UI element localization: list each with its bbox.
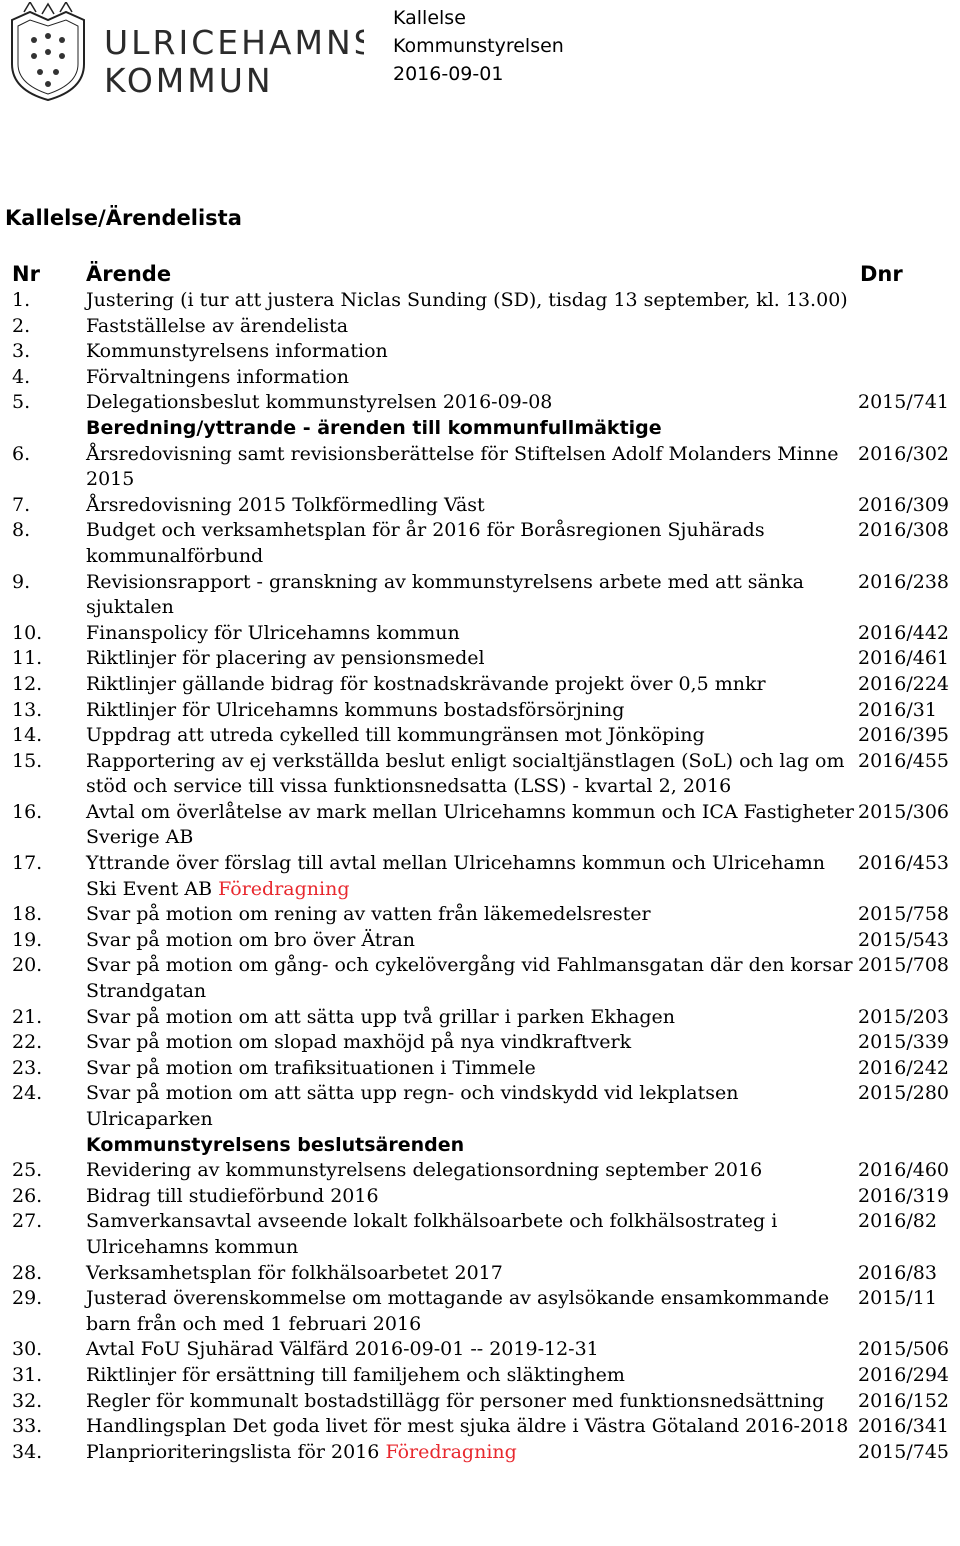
section-heading: Beredning/yttrande - ärenden till kommunfullmäktige	[86, 416, 662, 439]
presentation-note: Föredragning	[385, 1440, 517, 1463]
item-dnr: 2015/708	[858, 954, 950, 977]
column-header-nr: Nr	[12, 262, 40, 286]
item-dnr: 2015/11	[858, 1287, 937, 1310]
item-number: 12.	[12, 672, 43, 695]
item-dnr: 2015/741	[858, 391, 950, 414]
item-title: Svar på motion om att sätta upp två grillar i parken Ekhagen	[86, 1005, 676, 1028]
item-number: 24.	[12, 1082, 43, 1105]
item-dnr: 2016/309	[858, 493, 950, 516]
item-number: 10.	[12, 621, 43, 644]
agenda-item	[0, 646, 960, 672]
item-number: 3.	[12, 340, 31, 363]
item-number: 19.	[12, 928, 43, 951]
item-title: Kommunstyrelsens information	[86, 340, 388, 363]
agenda-item	[0, 1440, 960, 1466]
item-title: Regler för kommunalt bostadstillägg för personer med funktionsnedsättning	[86, 1389, 825, 1412]
agenda-item	[0, 442, 960, 493]
item-dnr: 2015/758	[858, 903, 950, 926]
item-number: 31.	[12, 1363, 43, 1386]
section-heading: Kommunstyrelsens beslutsärenden	[86, 1133, 465, 1156]
coat-of-arms-icon	[4, 2, 364, 102]
agenda-item	[0, 1209, 960, 1260]
agenda-item	[0, 902, 960, 928]
agenda-list	[0, 288, 960, 1465]
agenda-item	[0, 1363, 960, 1389]
agenda-item	[0, 1005, 960, 1031]
agenda-item	[0, 749, 960, 800]
item-title: Revisionsrapport - granskning av kommunstyrelsens arbete med att sänka sjuktalen	[86, 570, 804, 619]
agenda-item	[0, 570, 960, 621]
item-dnr	[858, 365, 960, 391]
item-title: Uppdrag att utreda cykelled till kommungränsen mot Jönköping	[86, 724, 705, 747]
item-dnr: 2016/83	[858, 1261, 937, 1284]
item-title: Förvaltningens information	[86, 365, 350, 388]
item-number: 23.	[12, 1056, 43, 1079]
agenda-item	[0, 1158, 960, 1184]
logo-line2: KOMMUN	[104, 61, 274, 100]
municipality-logo	[4, 2, 364, 102]
item-dnr: 2015/506	[858, 1338, 950, 1361]
agenda-item	[0, 518, 960, 569]
doc-type: Kallelse	[393, 7, 466, 29]
document-header	[393, 4, 564, 88]
presentation-note: Föredragning	[218, 877, 350, 900]
item-title: Riktlinjer för Ulricehamns kommuns bostadsförsörjning	[86, 698, 625, 721]
item-dnr: 2016/242	[858, 1056, 950, 1079]
agenda-item	[0, 1389, 960, 1415]
agenda-item	[0, 314, 960, 340]
item-number: 14.	[12, 724, 43, 747]
item-title: Svar på motion om bro över Ätran	[86, 928, 416, 951]
agenda-item	[0, 672, 960, 698]
item-number: 4.	[12, 365, 31, 388]
item-title: Svar på motion om trafiksituationen i Timmele	[86, 1056, 536, 1079]
agenda-item	[0, 953, 960, 1004]
item-dnr: 2016/453	[858, 852, 950, 875]
meeting-date: 2016-09-01	[393, 63, 504, 85]
item-title: Avtal om överlåtelse av mark mellan Ulricehamns kommun och ICA Fastigheter Sverige AB	[86, 800, 854, 849]
item-number: 16.	[12, 800, 43, 823]
item-title: Handlingsplan Det goda livet för mest sjuka äldre i Västra Götaland 2016-2018	[86, 1415, 849, 1438]
item-dnr: 2015/203	[858, 1005, 950, 1028]
item-dnr: 2016/308	[858, 519, 950, 542]
agenda-item	[0, 1030, 960, 1056]
item-dnr: 2015/543	[858, 928, 950, 951]
item-number: 32.	[12, 1389, 43, 1412]
item-dnr: 2016/294	[858, 1363, 950, 1386]
agenda-item	[0, 851, 960, 902]
item-number: 13.	[12, 698, 43, 721]
page-title: Kallelse/Ärendelista	[5, 206, 242, 230]
item-number: 21.	[12, 1005, 43, 1028]
item-dnr	[858, 314, 960, 340]
agenda-item	[0, 390, 960, 416]
item-dnr: 2016/461	[858, 647, 950, 670]
item-title: Avtal FoU Sjuhärad Välfärd 2016-09-01 -- 2019-12-31	[86, 1338, 599, 1361]
item-title: Fastställelse av ärendelista	[86, 314, 349, 337]
agenda-item	[0, 1184, 960, 1210]
item-dnr: 2016/442	[858, 621, 950, 644]
agenda-item	[0, 1286, 960, 1337]
item-number: 6.	[12, 442, 31, 465]
item-dnr: 2015/339	[858, 1031, 950, 1054]
agenda-item	[0, 288, 960, 314]
item-dnr: 2015/306	[858, 800, 950, 823]
agenda-item	[0, 800, 960, 851]
item-dnr	[858, 288, 960, 314]
item-number: 20.	[12, 954, 43, 977]
agenda-item	[0, 1414, 960, 1440]
item-title: Justering (i tur att justera Niclas Sunding (SD), tisdag 13 september, kl. 13.00)	[86, 289, 848, 311]
item-title: Årsredovisning samt revisionsberättelse för Stiftelsen Adolf Molanders Minne 2015	[86, 442, 839, 491]
item-dnr: 2016/82	[858, 1210, 937, 1233]
item-number: 28.	[12, 1261, 43, 1284]
agenda-item	[0, 698, 960, 724]
item-title: Yttrande över förslag till avtal mellan Ulricehamns kommun och Ulricehamn Ski Event AB Föredragning	[86, 852, 825, 900]
item-dnr: 2016/152	[858, 1389, 950, 1412]
item-number: 29.	[12, 1287, 43, 1310]
item-number: 7.	[12, 493, 31, 516]
item-title: Riktlinjer för ersättning till familjehem och släktinghem	[86, 1363, 625, 1386]
item-title: Bidrag till studieförbund 2016	[86, 1184, 379, 1207]
item-dnr	[858, 339, 960, 365]
agenda-item	[0, 339, 960, 365]
item-number: 30.	[12, 1338, 43, 1361]
agenda-item	[0, 365, 960, 391]
agenda-item	[0, 621, 960, 647]
item-number: 34.	[12, 1440, 43, 1463]
item-dnr: 2016/31	[858, 698, 937, 721]
item-number: 8.	[12, 519, 31, 542]
agenda-item	[0, 1056, 960, 1082]
item-number: 17.	[12, 852, 43, 875]
item-title: Delegationsbeslut kommunstyrelsen 2016-09-08	[86, 391, 553, 414]
item-title: Verksamhetsplan för folkhälsoarbetet 2017	[86, 1261, 503, 1284]
item-title: Budget och verksamhetsplan för år 2016 för Boråsregionen Sjuhärads kommunalförbund	[86, 519, 765, 567]
column-header-arende: Ärende	[86, 262, 172, 286]
item-dnr: 2016/319	[858, 1184, 950, 1207]
item-title: Justerad överenskommelse om mottagande av asylsökande ensamkommande barn från och med 1 februari 2016	[86, 1287, 830, 1335]
item-title: Årsredovisning 2015 Tolkförmedling Väst	[86, 493, 485, 516]
item-dnr: 2016/302	[858, 442, 950, 465]
item-title: Svar på motion om gång- och cykelövergång vid Fahlmansgatan där den korsar Strandgatan	[86, 954, 853, 1003]
item-number: 9.	[12, 570, 31, 593]
item-number: 22.	[12, 1031, 43, 1054]
item-title: Riktlinjer gällande bidrag för kostnadskrävande projekt över 0,5 mnkr	[86, 672, 766, 695]
item-number: 1.	[12, 289, 31, 311]
item-title: Svar på motion om att sätta upp regn- och vindskydd vid lekplatsen Ulricaparken	[86, 1082, 739, 1130]
agenda-item	[0, 1261, 960, 1287]
item-number: 15.	[12, 749, 43, 772]
item-dnr: 2015/745	[858, 1440, 950, 1463]
item-number: 27.	[12, 1210, 43, 1233]
agenda-item	[0, 928, 960, 954]
item-title: Riktlinjer för placering av pensionsmedel	[86, 647, 485, 670]
item-number: 33.	[12, 1415, 43, 1438]
item-number: 26.	[12, 1184, 43, 1207]
item-dnr: 2016/341	[858, 1415, 950, 1438]
item-title: Samverkansavtal avseende lokalt folkhälsoarbete och folkhälsostrateg i Ulricehamns kommun	[86, 1210, 778, 1258]
issuing-body: Kommunstyrelsen	[393, 35, 564, 57]
item-dnr: 2016/455	[858, 749, 950, 772]
logo-line1: ULRICEHAMNS	[104, 23, 364, 62]
item-dnr: 2015/280	[858, 1082, 950, 1105]
item-title: Svar på motion om slopad maxhöjd på nya vindkraftverk	[86, 1031, 632, 1054]
agenda-item	[0, 723, 960, 749]
item-title: Finanspolicy för Ulricehamns kommun	[86, 621, 460, 644]
agenda-item	[0, 1081, 960, 1132]
item-dnr: 2016/238	[858, 570, 950, 593]
item-title: Planprioriteringslista för 2016 Föredragning	[86, 1440, 517, 1463]
item-number: 25.	[12, 1159, 43, 1182]
item-number: 18.	[12, 903, 43, 926]
item-dnr: 2016/224	[858, 672, 950, 695]
item-title: Rapportering av ej verkställda beslut enligt socialtjänstlagen (SoL) och lag om stöd och service till vissa funktionsnedsatta (LSS) - kvartal 2, 2016	[86, 749, 845, 798]
agenda-item	[0, 493, 960, 519]
agenda-item	[0, 1337, 960, 1363]
item-dnr: 2016/460	[858, 1159, 950, 1182]
item-number: 11.	[12, 647, 43, 670]
item-dnr: 2016/395	[858, 724, 950, 747]
item-title: Svar på motion om rening av vatten från läkemedelsrester	[86, 903, 651, 926]
item-title: Revidering av kommunstyrelsens delegationsordning september 2016	[86, 1159, 763, 1182]
item-number: 5.	[12, 391, 31, 414]
column-header-dnr: Dnr	[860, 262, 903, 286]
item-number: 2.	[12, 314, 31, 337]
